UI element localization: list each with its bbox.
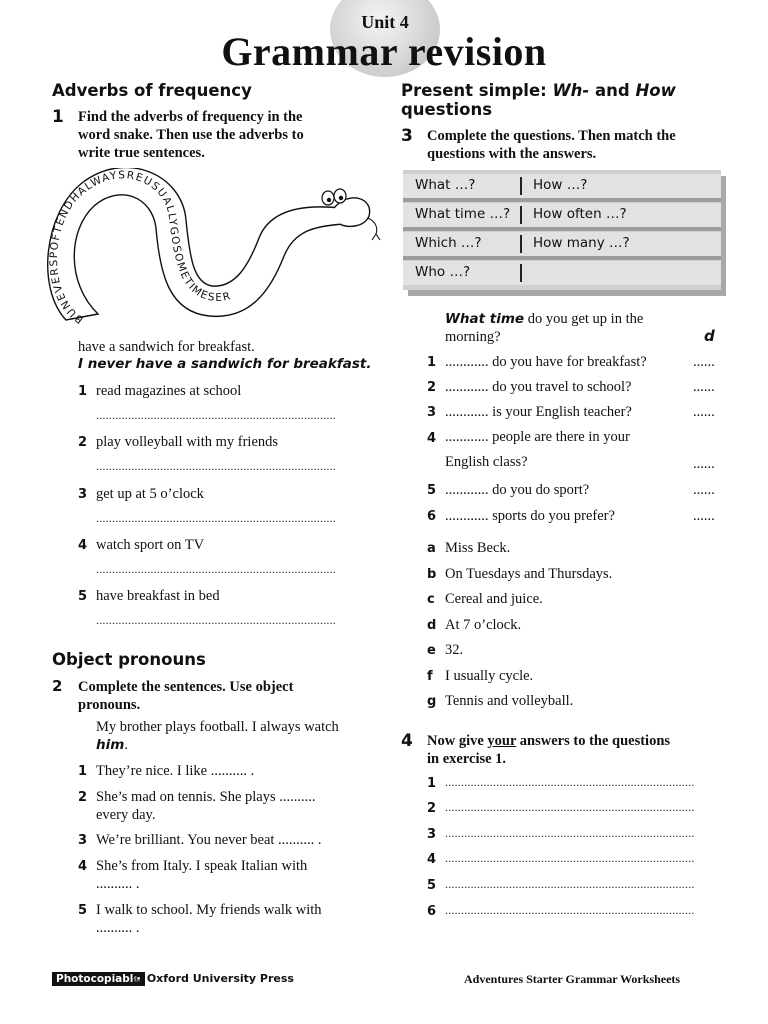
- table-row: Which …? How many …?: [403, 232, 721, 260]
- word-snake-illustration: [44, 168, 384, 330]
- unit-label: Unit 4: [361, 12, 409, 32]
- exercise-1-example-answer: I never have a sandwich for breakfast.: [78, 356, 372, 372]
- list-item: 5 ............ do you do sport? ......: [427, 482, 715, 498]
- list-item: 3 get up at 5 o’clock ...........................................................................: [78, 485, 87, 503]
- snake-eye-right: [334, 189, 346, 203]
- match-blank[interactable]: ......: [693, 508, 715, 524]
- list-item: d At 7 o’clock.: [427, 617, 522, 633]
- list-item: 3 We’re brilliant. You never beat .......... .: [78, 832, 322, 848]
- list-item: 4 ..............................................................................: [427, 850, 436, 868]
- list-item: 2 ............ do you travel to school? ......: [427, 379, 715, 395]
- list-item: 2 She’s mad on tennis. She plays .......... every day.: [78, 789, 316, 823]
- list-item: e 32.: [427, 642, 464, 658]
- answer-blank[interactable]: ..............................................................................: [445, 851, 695, 865]
- exercise-3-instruction: Complete the questions. Then match the questions with the answers.: [427, 128, 676, 162]
- match-blank[interactable]: ......: [693, 354, 715, 370]
- list-item: 4 watch sport on TV ...........................................................................: [78, 536, 87, 554]
- list-item: 3 ..............................................................................: [427, 825, 436, 843]
- present-simple-heading: Present simple: Wh- and How questions: [401, 81, 676, 119]
- pronouns-heading: Object pronouns: [52, 650, 206, 669]
- list-item: 6 ............ sports do you prefer? ......: [427, 508, 715, 524]
- exercise-1-example-prompt: have a sandwich for breakfast.: [78, 339, 255, 355]
- answer-blank[interactable]: ..............................................................................: [445, 800, 695, 814]
- list-item: 4 She’s from Italy. I speak Italian with .......... .: [78, 858, 308, 892]
- list-item: 3 ............ is your English teacher? ......: [427, 404, 715, 420]
- exercise-2-example: My brother plays football. I always watch him.: [96, 719, 339, 753]
- exercise-4-number: 4: [401, 731, 413, 751]
- list-item: 1 read magazines at school ...........................................................................: [78, 382, 87, 400]
- list-item: b On Tuesdays and Thursdays.: [427, 566, 613, 582]
- list-item: 1 ............ do you have for breakfast? ......: [427, 354, 715, 370]
- list-item: 5 have breakfast in bed ...........................................................................: [78, 587, 87, 605]
- table-row: What time …? How often …?: [403, 203, 721, 231]
- exercise-2-number: 2: [52, 677, 63, 695]
- answer-blank[interactable]: ..............................................................................: [445, 877, 695, 891]
- list-item: 1 ..............................................................................: [427, 774, 436, 792]
- question-words-table: [403, 170, 721, 290]
- exercise-3-number: 3: [401, 126, 413, 146]
- adverbs-heading: Adverbs of frequency: [52, 81, 252, 100]
- exercise-1-instruction: Find the adverbs of frequency in the word snake. Then use the adverbs to write true sentences.: [78, 109, 304, 161]
- match-blank[interactable]: ......: [693, 456, 715, 472]
- list-item: 2 play volleyball with my friends ...........................................................................: [78, 433, 87, 451]
- list-item: a Miss Beck.: [427, 540, 511, 556]
- match-blank[interactable]: ......: [693, 482, 715, 498]
- answer-blank[interactable]: ...........................................................................: [96, 408, 336, 422]
- answer-blank[interactable]: ...........................................................................: [96, 562, 336, 576]
- list-item: 5 ..............................................................................: [427, 876, 436, 894]
- list-item: 4 ............ people are there in your English class? ......: [427, 429, 715, 472]
- answer-blank[interactable]: ...........................................................................: [96, 459, 336, 473]
- exercise-2-example-answer: him: [96, 737, 125, 753]
- answer-blank[interactable]: ..............................................................................: [445, 775, 695, 789]
- answer-blank[interactable]: ...........................................................................: [96, 511, 336, 525]
- page-title: Grammar revision: [221, 29, 547, 74]
- list-item: f I usually cycle.: [427, 668, 534, 684]
- snake-letters-path: BUNEVERSPOFTENDHALWAYSREUSUALLYGOSOMETIMESER: [48, 169, 233, 326]
- exercise-2-instruction: Complete the sentences. Use object pronouns.: [78, 679, 294, 713]
- match-blank[interactable]: ......: [693, 404, 715, 420]
- table-row: Who …?: [403, 261, 721, 285]
- exercise-3-example: What time do you get up in the morning?: [445, 311, 644, 345]
- snake-tongue: [368, 218, 380, 240]
- snake-eye-left: [322, 191, 334, 205]
- answer-blank[interactable]: ...........................................................................: [96, 613, 336, 627]
- exercise-3-example-answer: What time: [445, 311, 525, 327]
- photocopiable-badge: Photocopiable: [52, 972, 145, 986]
- series-title: Adventures Starter Grammar Worksheets: [464, 972, 681, 986]
- table-row: What …? How …?: [403, 174, 721, 202]
- exercise-4-instruction: Now give your answers to the questions in exercise 1.: [427, 733, 671, 767]
- list-item: 1 They’re nice. I like .......... .: [78, 763, 255, 779]
- list-item: 2 ..............................................................................: [427, 799, 436, 817]
- list-item: c Cereal and juice.: [427, 591, 543, 607]
- exercise-3-example-match: d: [704, 327, 715, 345]
- exercise-1-number: 1: [52, 107, 64, 127]
- match-blank[interactable]: ......: [693, 379, 715, 395]
- list-item: 6 ..............................................................................: [427, 902, 436, 920]
- answer-blank[interactable]: ..............................................................................: [445, 826, 695, 840]
- publisher-credit: © Oxford University Press: [132, 972, 294, 985]
- answer-blank[interactable]: ..............................................................................: [445, 903, 695, 917]
- list-item: g Tennis and volleyball.: [427, 693, 574, 709]
- list-item: 5 I walk to school. My friends walk with .......... .: [78, 902, 322, 936]
